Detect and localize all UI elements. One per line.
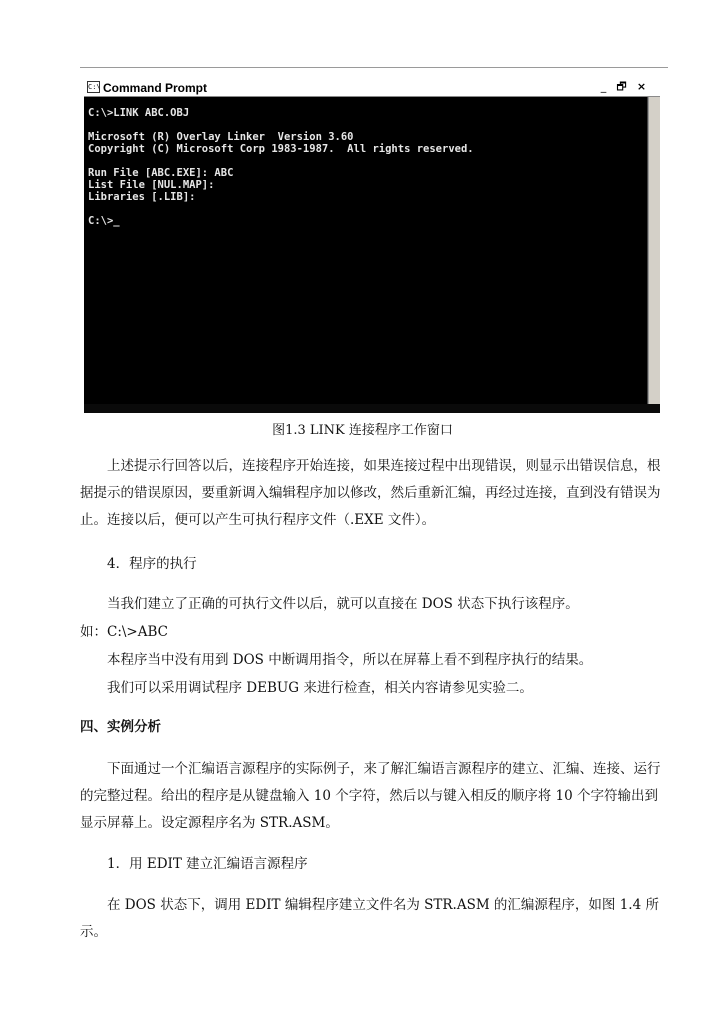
window-titlebar[interactable] (84, 79, 660, 97)
command-prompt-window[interactable] (84, 79, 660, 413)
terminal-cursor: _ (113, 215, 120, 227)
terminal-output[interactable] (84, 97, 648, 413)
step-title-edit: 1．用 EDIT 建立汇编语言源程序 (107, 856, 308, 872)
terminal-lines: C:\>LINK ABC.OBJ Microsoft (R) Overlay Linker Version 3.60 Copyright (C) Microsoft Corp 1983-1987. All rights reserved. Run File [ABC.EXE]: ABC List File [NUL.MAP]: Libraries [.LIB]: C:\> (88, 107, 474, 227)
paragraph-example-intro: 下面通过一个汇编语言源程序的实际例子，来了解汇编语言源程序的建立、汇编、连接、运行的完整过程。给出的程序是从键盘输入 10 个字符，然后以与键入相反的顺序将 10 个字符输出到显示屏幕上。设定源程序名为 STR.ASM。 (80, 761, 661, 831)
header-rule (80, 67, 668, 68)
paragraph-debug: 我们可以采用调试程序 DEBUG 来进行检查，相关内容请参见实验二。 (107, 680, 533, 696)
window-bottom-edge (84, 404, 660, 413)
paragraph-edit-instructions: 在 DOS 状态下，调用 EDIT 编辑程序建立文件名为 STR.ASM 的汇编源程序，如图 1.4 所示。 (80, 897, 659, 940)
vertical-scrollbar[interactable] (648, 97, 660, 413)
figure-caption: 图1.3 LINK 连接程序工作窗口 (272, 423, 453, 438)
maximize-button[interactable]: 🗗 (616, 80, 627, 93)
section-heading-example: 四、实例分析 (80, 719, 161, 735)
close-button[interactable]: × (636, 80, 647, 93)
minimize-button[interactable]: _ (600, 80, 607, 93)
example-command: 如：C:\>ABC (80, 624, 168, 640)
window-title: Command Prompt (103, 81, 208, 95)
paragraph-run-program: 当我们建立了正确的可执行文件以后，就可以直接在 DOS 状态下执行该程序。 (107, 596, 579, 612)
paragraph-no-output: 本程序当中没有用到 DOS 中断调用指令，所以在屏幕上看不到程序执行的结果。 (107, 652, 593, 668)
section-title-execution: 4．程序的执行 (107, 556, 197, 572)
terminal-icon: C:\ (88, 83, 101, 91)
paragraph-link-result: 上述提示行回答以后，连接程序开始连接，如果连接过程中出现错误，则显示出错误信息，根据提示的错误原因，要重新调入编辑程序加以修改，然后重新汇编，再经过连接，直到没有错误为止。连接以后，便可以产生可执行程序文件（.EXE 文件）。 (80, 458, 661, 528)
